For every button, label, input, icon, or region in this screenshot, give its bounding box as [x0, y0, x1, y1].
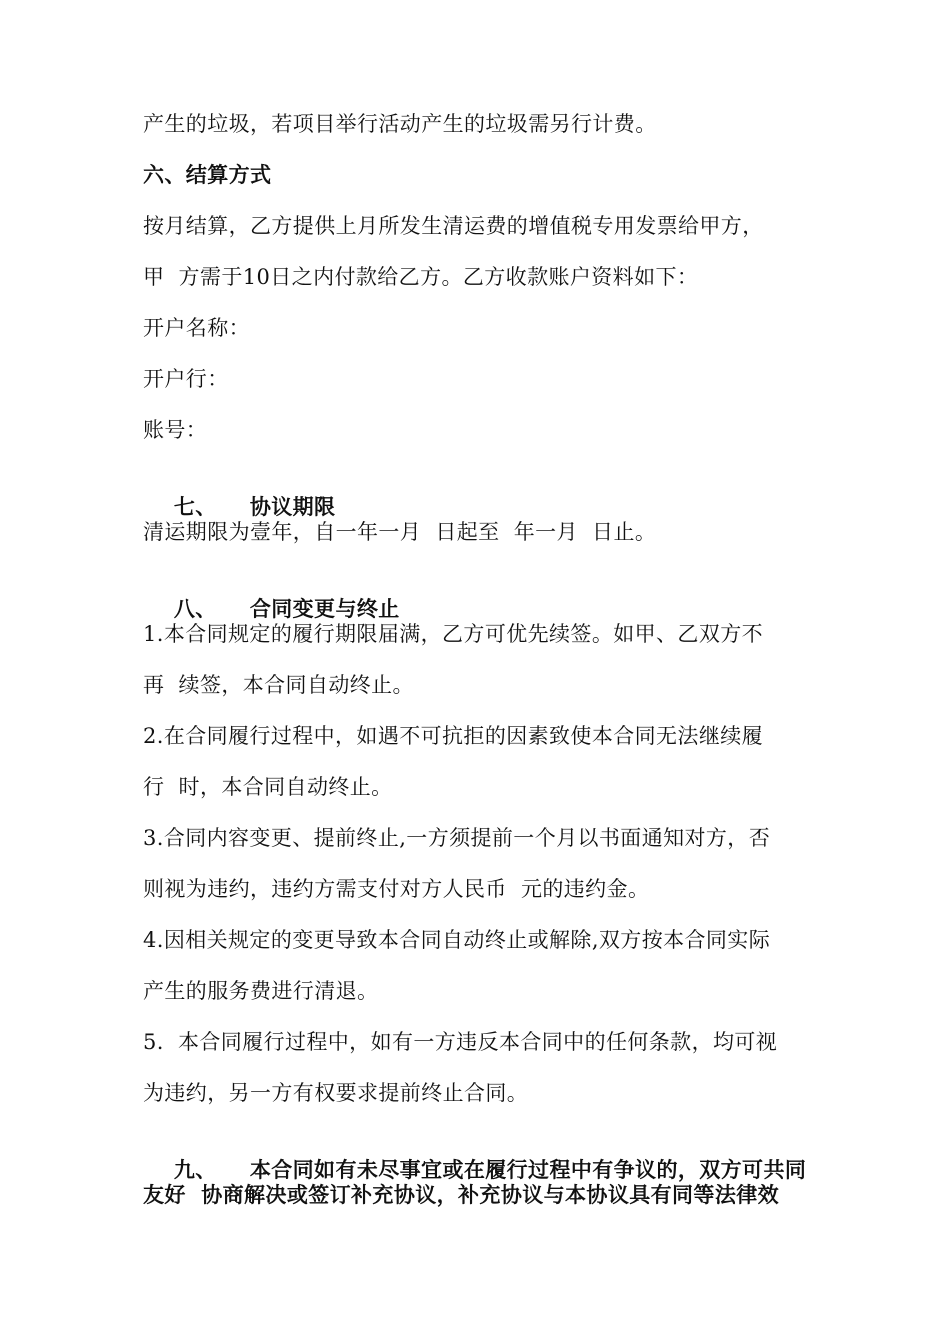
- section-number: 七、: [173, 494, 217, 519]
- paragraph-line: 行 时，本合同自动终止。: [143, 775, 393, 799]
- section-title: 协议期限: [249, 494, 336, 519]
- paragraph-line: 清运期限为壹年，自一年一月 日起至 年一月 日止。: [143, 520, 657, 544]
- paragraph-line: 1.本合同规定的履行期限届满，乙方可优先续签。如甲、乙双方不: [143, 622, 764, 646]
- section-title: 合同变更与终止: [249, 596, 400, 621]
- paragraph-line: 再 续签，本合同自动终止。: [143, 673, 414, 697]
- bank-label: 开户行：: [143, 367, 229, 391]
- paragraph-line: 产生的服务费进行清退。: [143, 979, 379, 1003]
- paragraph-line: 甲 方需于10日之内付款给乙方。乙方收款账户资料如下：: [143, 265, 699, 289]
- paragraph-line: 按月结算，乙方提供上月所发生清运费的增值税专用发票给甲方，: [143, 214, 764, 238]
- account-name-label: 开户名称：: [143, 316, 250, 340]
- paragraph-line: 为违约，另一方有权要求提前终止合同。: [143, 1081, 529, 1105]
- section-text-continued: 友好 协商解决或签订补充协议，补充协议与本协议具有同等法律效: [143, 1182, 780, 1207]
- paragraph-line: 5. 本合同履行过程中，如有一方违反本合同中的任何条款，均可视: [143, 1030, 778, 1054]
- section-number: 八、: [173, 596, 217, 621]
- section-heading-settlement: 六、结算方式: [143, 162, 272, 187]
- paragraph-line: 3.合同内容变更、提前终止,一方须提前一个月以书面通知对方，否: [143, 826, 771, 850]
- section-text: 本合同如有未尽事宜或在履行过程中有争议的，双方可共同: [249, 1157, 807, 1182]
- paragraph-line: 2.在合同履行过程中，如遇不可抗拒的因素致使本合同无法继续履: [143, 724, 764, 748]
- paragraph-line: 产生的垃圾，若项目举行活动产生的垃圾需另行计费。: [143, 112, 657, 136]
- paragraph-line: 则视为违约，违约方需支付对方人民币 元的违约金。: [143, 877, 650, 901]
- section-number: 九、: [173, 1157, 217, 1182]
- paragraph-line: 4.因相关规定的变更导致本合同自动终止或解除,双方按本合同实际: [143, 928, 771, 952]
- account-number-label: 账号：: [143, 418, 208, 442]
